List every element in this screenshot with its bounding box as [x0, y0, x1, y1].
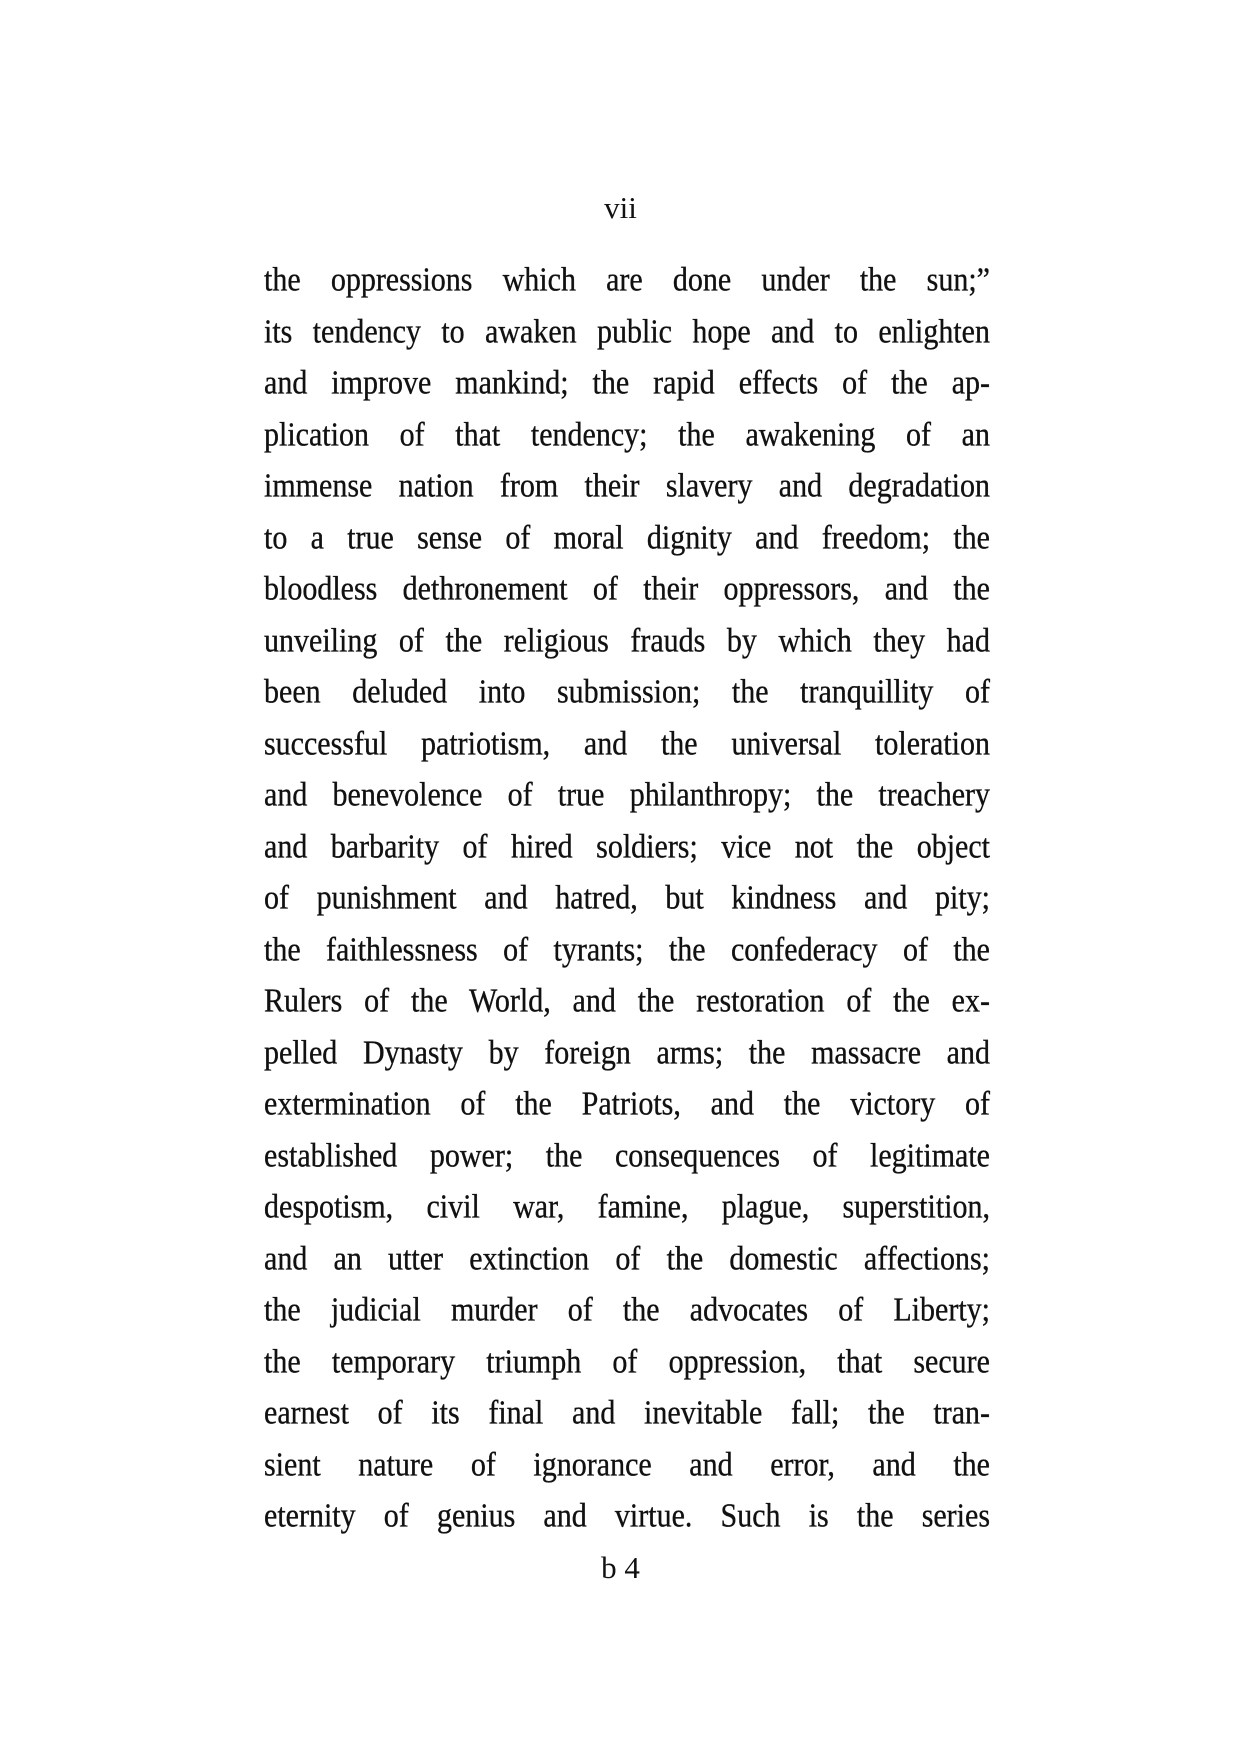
text-line: to a true sense of moral dignity and freedom; the	[264, 518, 990, 556]
text-line: successful patriotism, and the universal toleration	[264, 724, 990, 762]
text-line: pelled Dynasty by foreign arms; the massacre and	[264, 1033, 990, 1071]
text-line: the faithlessness of tyrants; the confederacy of the	[264, 930, 990, 968]
text-line: extermination of the Patriots, and the victory of	[264, 1085, 990, 1123]
text-line: immense nation from their slavery and degradation	[264, 467, 990, 505]
text-line: of punishment and hatred, but kindness and pity;	[264, 879, 990, 917]
text-line: eternity of genius and virtue. Such is the series	[264, 1497, 990, 1535]
text-line: and barbarity of hired soldiers; vice not the object	[264, 827, 990, 865]
text-line: established power; the consequences of legitimate	[264, 1136, 990, 1174]
text-line: been deluded into submission; the tranquillity of	[264, 673, 990, 711]
page-number: vii	[604, 190, 637, 225]
text-line: plication of that tendency; the awakening of an	[264, 415, 990, 453]
text-line: the temporary triumph of oppression, that secure	[264, 1342, 990, 1380]
text-line: Rulers of the World, and the restoration of the ex-	[264, 982, 990, 1020]
text-line: the judicial murder of the advocates of Liberty;	[264, 1291, 990, 1329]
text-line: and improve mankind; the rapid effects of the ap-	[264, 364, 990, 402]
text-line: the oppressions which are done under the sun;”	[264, 261, 990, 299]
signature-mark: b 4	[601, 1550, 640, 1585]
text-line: its tendency to awaken public hope and to enlighten	[264, 312, 990, 350]
text-line: earnest of its final and inevitable fall; the tran-	[264, 1394, 990, 1432]
text-line: and benevolence of true philanthropy; the treachery	[264, 776, 990, 814]
text-line: bloodless dethronement of their oppressors, and the	[264, 570, 990, 608]
body-text	[264, 258, 990, 1546]
text-line: unveiling of the religious frauds by which they had	[264, 621, 990, 659]
text-line: and an utter extinction of the domestic affections;	[264, 1239, 990, 1277]
text-line: despotism, civil war, famine, plague, superstition,	[264, 1188, 990, 1226]
text-line: sient nature of ignorance and error, and the	[264, 1445, 990, 1483]
